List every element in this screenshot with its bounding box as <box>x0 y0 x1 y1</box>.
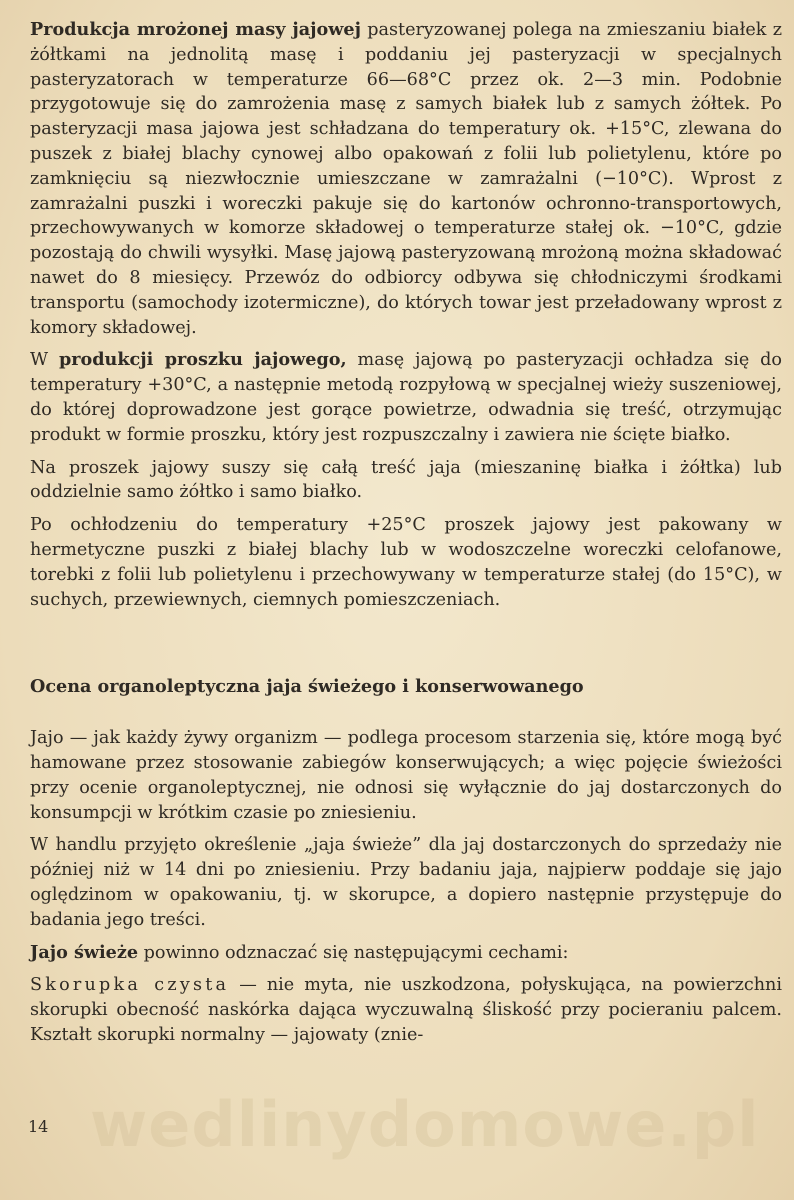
paragraph-fresh-egg-features <box>30 941 782 966</box>
paragraph-text: W handlu przyjęto określenie „jaja świeże” dla jaj dostarczonych do sprzedaży nie później niż w 14 dni po zniesieniu. Przy badaniu jaja, najpierw poddaje się jajo oględzinom w opakowaniu, tj. w skorupce, a dopiero następnie przystępuje do badania jego treści. <box>30 835 782 930</box>
paragraph-fresh-definition <box>30 833 782 932</box>
paragraph-prefix: W <box>30 350 59 371</box>
paragraph-text: Po ochłodzeniu do temperatury +25°C proszek jajowy jest pakowany w hermetyczne puszki z białej blachy lub w wodoszczelne woreczki celofanowe, torebki z folii lub polietylenu i przechowywany w temperaturze stałej (do 15°C), w suchych, przewiewnych, ciemnych pomieszczeniach. <box>30 515 782 610</box>
lead-term: Produkcja mrożonej masy jajowej <box>30 19 361 40</box>
paragraph-egg-aging <box>30 726 782 825</box>
page-number: 14 <box>28 1117 49 1136</box>
paragraph-text: Na proszek jajowy suszy się całą treść jaja (mieszaninę białka i żółtka) lub oddzielnie samo żółtko i samo białko. <box>30 457 782 503</box>
paragraph-egg-powder <box>30 348 782 447</box>
spaced-term: Skorupka czysta <box>30 975 230 996</box>
lead-term: Jajo świeże <box>30 941 139 963</box>
paragraph-powder-content <box>30 456 782 506</box>
paragraph-text: powinno odznaczać się następującymi cechami: <box>138 942 569 963</box>
paragraph-text: pasteryzowanej polega na zmieszaniu białek z żółtkami na jednolitą masę i poddaniu jej pasteryzacji w specjalnych pasteryzatorach w temperaturze 66—68°C przez ok. 2—3 min. Podobnie przygotowuje się do zamrożenia masę z samych białek lub z samych żółtek. Po pasteryzacji masa jajowa jest schładzana do temperatury ok. +15°C, zlewana do puszek z białej blachy cynowej albo opakowań z folii lub polietylenu, które po zamknięciu są niezwłocznie umieszczane w zamrażalni (−10°C). Wprost z zamrażalni puszki i woreczki pakuje się do kartonów ochronno-transportowych, przechowywanych w komorze składowej o temperaturze stałej ok. −10°C, gdzie pozostają do chwili wysyłki. Masę jajową pasteryzowaną mrożoną można składować nawet do 8 miesięcy. Przewóz do odbiorcy odbywa się chłodniczymi środkami transportu (samochody izotermiczne), do których towar jest przeładowany wprost z komory składowej. <box>30 20 782 338</box>
watermark: wedlinydomowe.pl <box>90 1088 760 1161</box>
lead-term: produkcji proszku jajowego, <box>58 349 347 371</box>
paragraph-text: masę jajową po pasteryzacji ochładza się do temperatury +30°C, a następnie metodą rozpyłową w specjalnej wieży suszeniowej, do której doprowadzone jest gorące powietrze, odwadnia się treść, otrzymując produkt w formie proszku, który jest rozpuszczalny i zawiera nie ścięte białko. <box>30 350 782 445</box>
paragraph-powder-packaging <box>30 513 782 612</box>
paragraph-frozen-egg-mass <box>30 18 782 340</box>
page-content <box>30 18 782 1056</box>
paragraph-text: — nie myta, nie uszkodzona, połyskująca, na powierzchni skorupki obecność naskórka dająca wyczuwalną śliskość przy pocieraniu palcem. Kształt skorupki normalny — jajowaty (znie- <box>30 975 782 1045</box>
paragraph-shell <box>30 973 782 1047</box>
section-heading: Ocena organoleptyczna jaja świeżego i konserwowanego <box>30 676 584 698</box>
paragraph-text: Jajo — jak każdy żywy organizm — podlega procesom starzenia się, które mogą być hamowane przez stosowanie zabiegów konserwujących; a więc pojęcie świeżości przy ocenie organoleptycznej, nie odnosi się wyłącznie do jaj dostarczonych do konsumpcji w krótkim czasie po zniesieniu. <box>30 728 782 823</box>
